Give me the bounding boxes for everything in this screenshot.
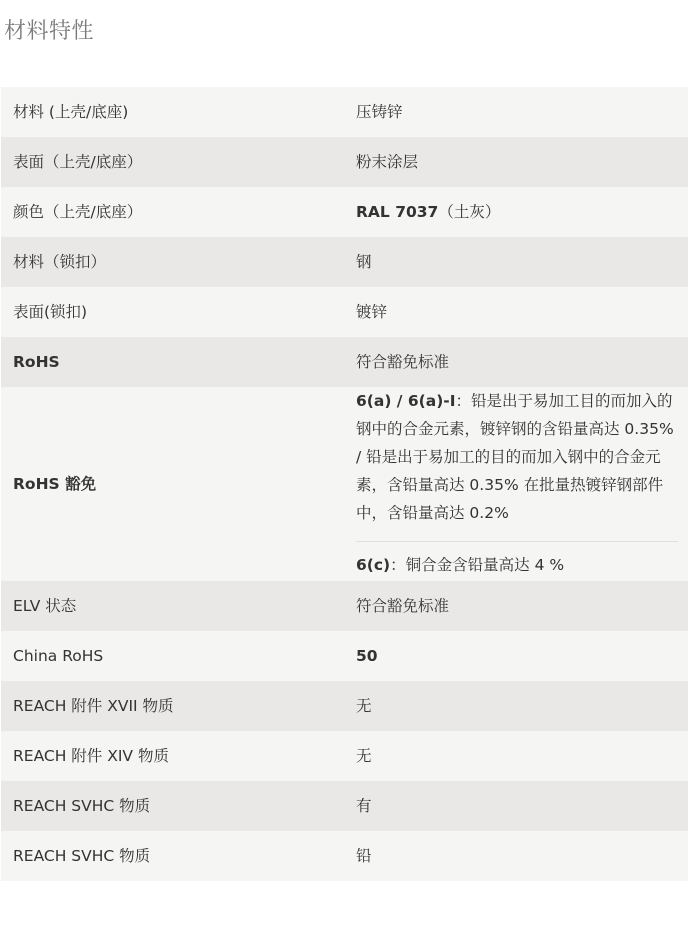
row-label: 材料 (上壳/底座) [1,87,343,137]
table-row [1,631,688,681]
row-value: 符合豁免标准 [343,337,688,387]
row-label: China RoHS [1,631,343,681]
table-row [1,581,688,631]
row-value: 无 [343,681,688,731]
row-label: REACH SVHC 物质 [1,781,343,831]
row-value: 粉末涂层 [343,137,688,187]
exemption-text: ：铅是出于易加工目的而加入的钢中的合金元素，镀锌钢的含铅量高达 0.35% / 铅是出于易加工的目的而加入钢中的合金元素，含铅量高达 0.35% 在批量热镀锌钢部件中，含铅量高达 0.2% [356,392,674,522]
row-label: 表面（上壳/底座） [1,137,343,187]
row-value: 符合豁免标准 [343,581,688,631]
row-value: 压铸锌 [343,87,688,137]
table-row [1,831,688,881]
exemption-code: 6(c) [356,556,391,574]
row-value: 镀锌 [343,287,688,337]
row-label: ELV 状态 [1,581,343,631]
row-label: 颜色（上壳/底座） [1,187,343,237]
color-name: （土灰） [438,203,501,221]
row-value: 有 [343,781,688,831]
row-value [343,187,688,237]
row-value: 50 [343,631,688,681]
table-row [1,387,688,581]
rohs-exemption-entry [356,542,678,581]
table-row [1,87,688,137]
row-label: 表面(锁扣) [1,287,343,337]
row-label: REACH SVHC 物质 [1,831,343,881]
material-properties-table [1,87,688,881]
row-value: 无 [343,731,688,781]
table-row [1,187,688,237]
exemption-text: ：铜合金含铅量高达 4 % [390,556,565,574]
page-title: 材料特性 [4,19,95,44]
table-row [1,137,688,187]
row-value: 钢 [343,237,688,287]
color-code: RAL 7037 [356,203,439,221]
table-row [1,781,688,831]
table-row [1,731,688,781]
row-label: 材料（锁扣） [1,237,343,287]
row-label: RoHS [1,337,343,387]
row-label: REACH 附件 XIV 物质 [1,731,343,781]
rohs-exemption-entry [356,387,678,541]
rohs-label: RoHS 豁免 [13,475,97,493]
table-row [1,337,688,387]
row-label [1,387,343,581]
table-row [1,681,688,731]
row-label: REACH 附件 XVII 物质 [1,681,343,731]
table-row [1,237,688,287]
exemption-code: 6(a) / 6(a)-I [356,392,456,410]
table-row [1,287,688,337]
rohs-exemptions [343,387,688,581]
row-value: 铅 [343,831,688,881]
